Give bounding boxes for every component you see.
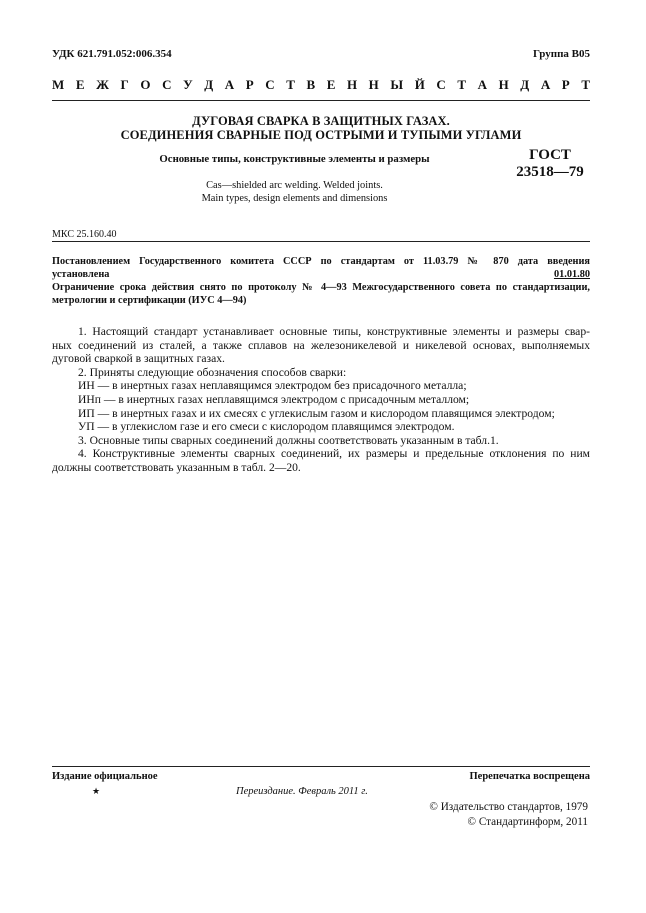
- banner-letter: Е: [326, 77, 336, 92]
- para-4-line-2: должны соответствовать указанным в табл. 2—20.: [52, 460, 301, 474]
- effective-date: 01.01.80: [553, 269, 590, 280]
- banner-letter: Н: [346, 77, 358, 92]
- designation-in: ИН — в инертных газах неплавящимся электродом без присадочного металла;: [78, 379, 467, 393]
- designation-up: УП — в углекислом газе и его смеси с кислородом плавящимся электродом.: [78, 420, 455, 434]
- banner-letter: Т: [286, 77, 295, 92]
- designation-ip: ИП — в инертных газах и их смесях с углекислым газом и кислородом плавящимся электродом;: [78, 406, 555, 420]
- interstate-standard-banner: [52, 77, 590, 93]
- decree-line-3: Ограничение срока действия снято по протоколу № 4—93 Межгосударственного совета по стандартизации,: [52, 282, 590, 293]
- reprint-prohibited: Перепечатка воспрещена: [469, 771, 590, 782]
- udk-code: УДК 621.791.052:006.354: [52, 48, 172, 60]
- banner-letter: Ы: [390, 77, 404, 92]
- banner-letter: Е: [75, 77, 85, 92]
- banner-letter: Р: [561, 77, 570, 92]
- title-line-1: ДУГОВАЯ СВАРКА В ЗАЩИТНЫХ ГАЗАХ.: [192, 114, 450, 128]
- banner-letter: Р: [245, 77, 254, 92]
- banner-rule: [52, 100, 590, 101]
- banner-letter: Й: [414, 77, 425, 92]
- banner-letter: А: [477, 77, 488, 92]
- banner-letter: Д: [204, 77, 214, 92]
- para-1-line-1: 1. Настоящий стандарт устанавливает основные типы, конструктивные элементы и размеры свар-: [78, 325, 590, 338]
- star-icon: ★: [92, 786, 101, 796]
- decree-established: установлена: [52, 269, 110, 280]
- banner-letter: А: [224, 77, 235, 92]
- banner-letter: Д: [520, 77, 530, 92]
- mks-code: МКС 25.160.40: [52, 229, 117, 240]
- banner-letter: Т: [581, 77, 590, 92]
- para-1-line-3: дуговой сваркой в защитных газах.: [52, 352, 225, 366]
- banner-letter: Ж: [96, 77, 109, 92]
- banner-letter: А: [540, 77, 551, 92]
- body-text: [52, 325, 590, 475]
- para-1-line-2: ных соединений из сталей, а также сплавов на железоникелевой и никелевой основах, выполняемых: [52, 338, 590, 352]
- decree-line-1: Постановлением Государственного комитета СССР по стандартам от 11.03.79 № 870 дата введения: [52, 256, 590, 267]
- banner-letter: В: [306, 77, 316, 92]
- subtitle: Основные типы, конструктивные элементы и размеры: [159, 153, 430, 165]
- decree-line-4: метрологии и сертификации (ИУС 4—94): [52, 295, 247, 306]
- para-4-line-1: 4. Конструктивные элементы сварных соединений, их размеры и предельные отклонения по ним: [78, 447, 590, 461]
- decree-block: [52, 255, 590, 307]
- copyright-1979: © Издательство стандартов, 1979: [429, 801, 588, 813]
- para-3: 3. Основные типы сварных соединений должны соответствовать указанным в табл.1.: [78, 433, 499, 447]
- banner-letter: Г: [120, 77, 129, 92]
- mks-rule: [52, 241, 590, 242]
- banner-letter: С: [436, 77, 446, 92]
- gost-label: ГОСТ: [529, 147, 571, 163]
- banner-letter: Н: [368, 77, 379, 92]
- english-title-line-2: Main types, design elements and dimensions: [201, 193, 388, 204]
- footer-rule: [52, 766, 590, 767]
- banner-letter: С: [162, 77, 172, 92]
- banner-letter: Н: [498, 77, 509, 92]
- copyright-2011: © Стандартинформ, 2011: [467, 816, 588, 828]
- designation-inp: ИНп — в инертных газах неплавящимся электродом с присадочным металлом;: [78, 392, 470, 406]
- reedition-note: Переиздание. Февраль 2011 г.: [236, 786, 368, 797]
- gost-number: 23518—79: [516, 164, 584, 180]
- title-line-2: СОЕДИНЕНИЯ СВАРНЫЕ ПОД ОСТРЫМИ И ТУПЫМИ УГЛАМИ: [120, 128, 522, 142]
- english-title-line-1: Cas—shielded arc welding. Welded joints.: [206, 180, 383, 191]
- official-edition: Издание официальное: [52, 771, 158, 782]
- banner-letter: У: [183, 77, 193, 92]
- banner-letter: С: [265, 77, 275, 92]
- banner-letter: О: [140, 77, 151, 92]
- group-code: Группа В05: [532, 48, 590, 60]
- banner-letter: Т: [457, 77, 467, 92]
- banner-letter: М: [52, 77, 65, 92]
- para-2: 2. Приняты следующие обозначения способов сварки:: [78, 365, 347, 379]
